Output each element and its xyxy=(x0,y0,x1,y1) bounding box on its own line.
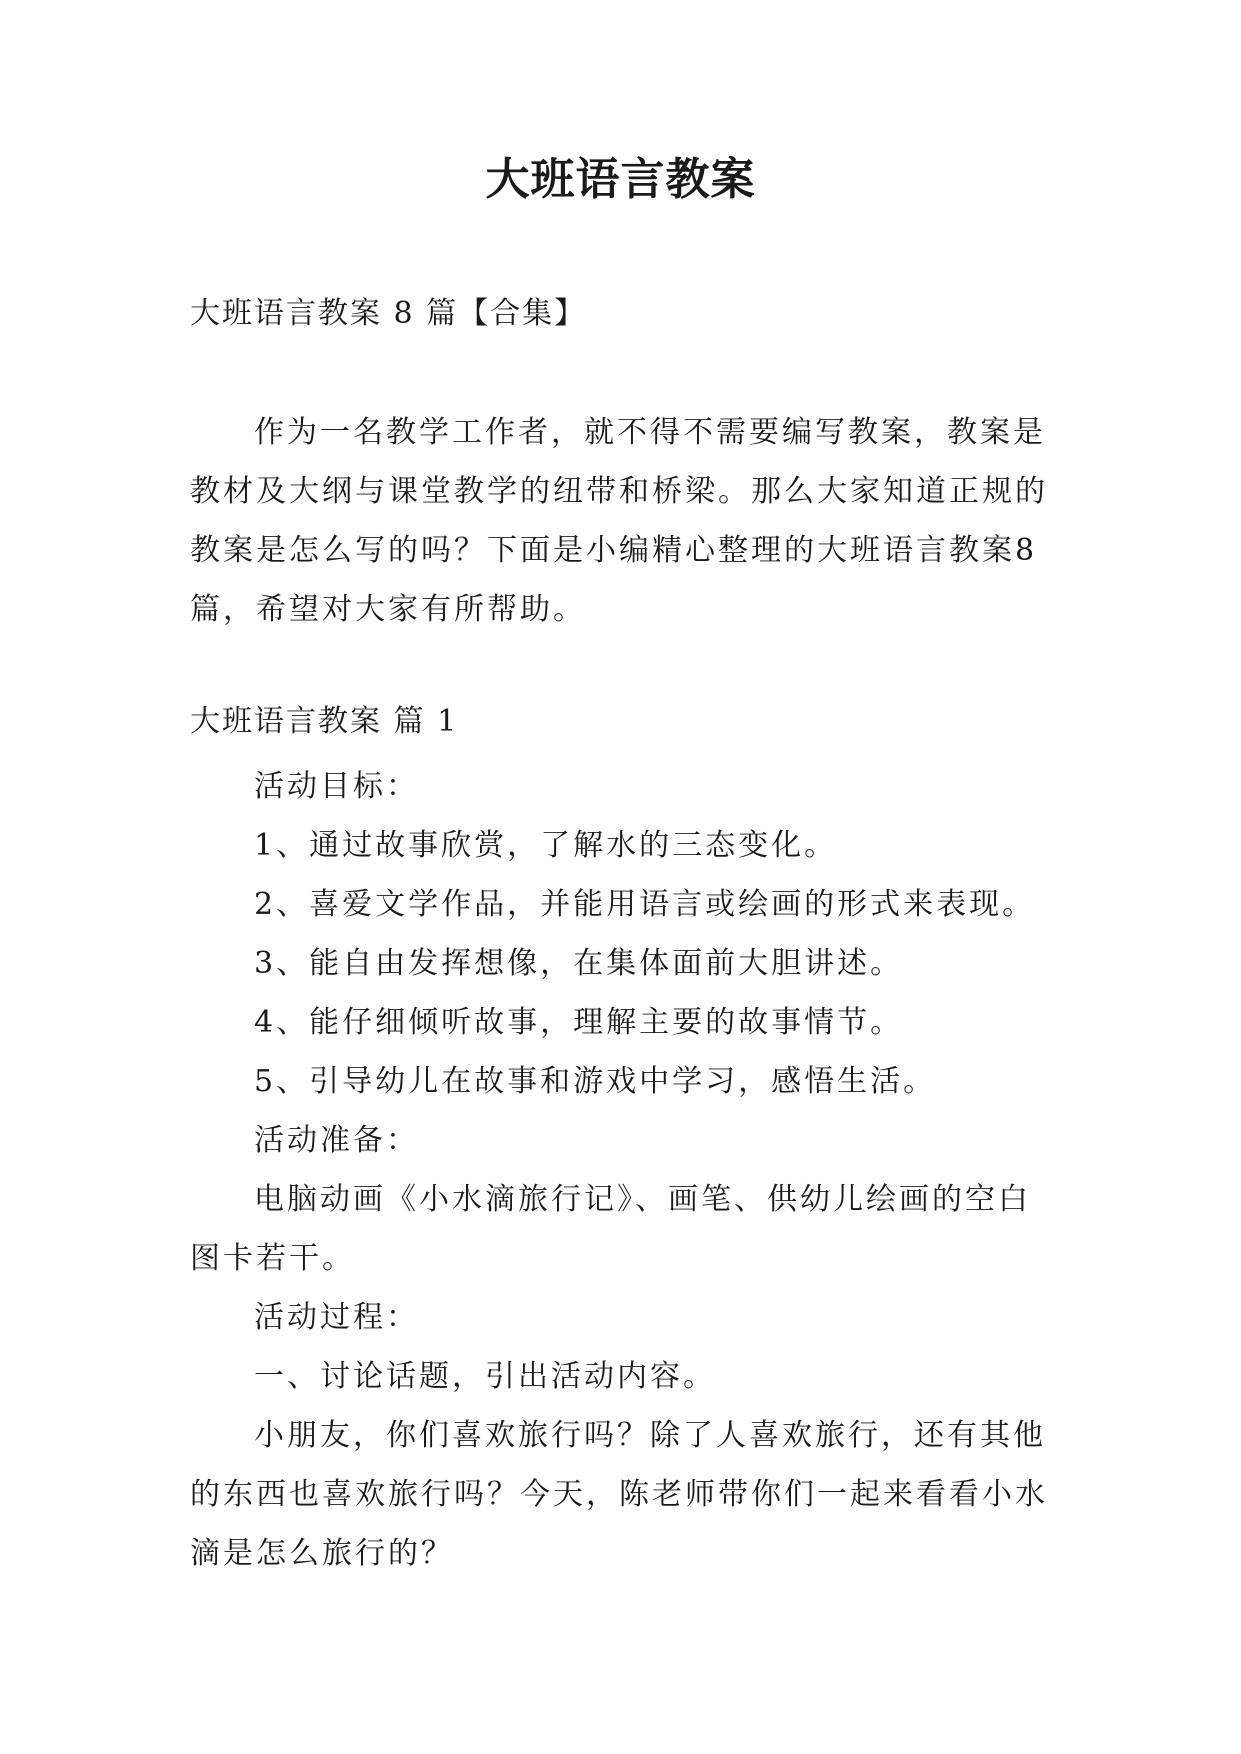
page-title: 大班语言教案 xyxy=(485,154,756,205)
paragraph-step-1-text: 小朋友，你们喜欢旅行吗？除了人喜欢旅行，还有其他的东西也喜欢旅行吗？今天，陈老师带你们一起来看看小水滴是怎么旅行的？ xyxy=(190,1418,1048,1571)
paragraph-preparation-label: 活动准备： xyxy=(254,1123,419,1158)
paragraph-goal-2: 2、喜爱文学作品，并能用语言或绘画的形式来表现。 xyxy=(254,887,1036,922)
section-heading: 大班语言教案 篇 1 xyxy=(190,704,459,739)
paragraph-process-label: 活动过程： xyxy=(254,1300,419,1335)
paragraph-goal-4: 4、能仔细倾听故事，理解主要的故事情节。 xyxy=(254,1005,904,1040)
paragraph-goal-1: 1、通过故事欣赏，了解水的三态变化。 xyxy=(254,828,838,863)
paragraph-step-1: 一、讨论话题，引出活动内容。 xyxy=(254,1359,716,1394)
intro-paragraph: 作为一名教学工作者，就不得不需要编写教案，教案是教材及大纲与课堂教学的纽带和桥梁。那么大家知道正规的教案是怎么写的吗？下面是小编精心整理的大班语言教案8篇，希望对大家有所帮助。 xyxy=(190,415,1048,627)
document-subtitle: 大班语言教案 8 篇【合集】 xyxy=(190,296,587,331)
paragraph-goal-3: 3、能自由发挥想像，在集体面前大胆讲述。 xyxy=(254,946,904,981)
section-body xyxy=(190,757,1055,1583)
paragraph-preparation: 电脑动画《小水滴旅行记》、画笔、供幼儿绘画的空白图卡若干。 xyxy=(190,1182,1031,1276)
paragraph-goal-5: 5、引导幼儿在故事和游戏中学习，感悟生活。 xyxy=(254,1064,937,1099)
paragraph-activity-goals-label: 活动目标： xyxy=(254,769,419,804)
